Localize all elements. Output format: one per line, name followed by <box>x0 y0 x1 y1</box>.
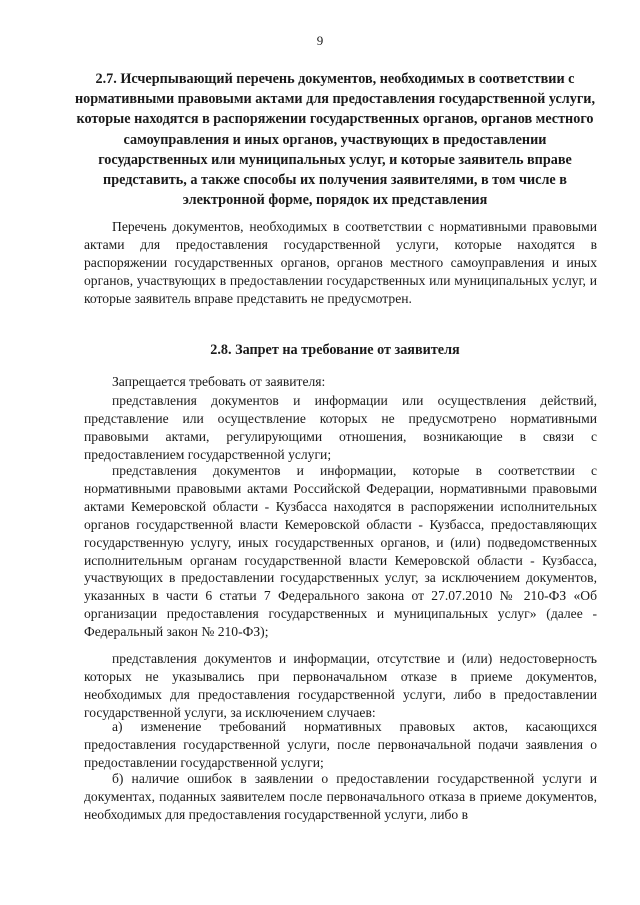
section-2-8-heading: 2.8. Запрет на требование от заявителя <box>210 342 460 358</box>
exception-case-a: а) изменение требований нормативных правовых актов, касающихся предоставления государственной услуги, после первоначальной подачи заявления о предоставлении государственной услуги; <box>84 719 597 770</box>
prohibition-item-2: представления документов и информации, которые в соответствии с нормативными правовыми актами Российской Федерации, нормативными правовыми актами Кемеровской области - Кузбасса находятся в распоряжении исполнительных органов государственной власти Кемеровской области - Кузбасса, предоставляющих государственную услугу, иных государственных органов, и (или) подведомственных исполнительным органам государственной власти Кемеровской области - Кузбасса, участвующих в предоставлении государственных услуг, за исключением документов, указанных в части 6 статьи 7 Федерального закона от 27.07.2010 № 210-ФЗ «Об организации предоставления государственных и муниципальных услуг» (далее - Федеральный закон № 210-ФЗ); <box>84 463 597 640</box>
section-2-7-paragraph: Перечень документов, необходимых в соответствии с нормативными правовыми актами для предоставления государственной услуги, которые находятся в распоряжении государственных органов, органов местного самоуправления и иных органов, участвующих в предоставлении государственных или муниципальных услуг, и которые заявитель вправе представить не предусмотрен. <box>84 219 597 306</box>
section-2-8-intro: Запрещается требовать от заявителя: <box>112 374 326 389</box>
exception-case-b: б) наличие ошибок в заявлении о предоставлении государственной услуги и документах, поданных заявителем после первоначального отказа в приеме документов, необходимых для предоставления государственной услуги, либо в <box>84 771 597 822</box>
section-2-7-heading: 2.7. Исчерпывающий перечень документов, необходимых в соответствии с нормативными правовыми актами для предоставления государственной услуги, которые находятся в распоряжении государственных органов, органов местного самоуправления и иных органов, участвующих в предоставлении государственных или муниципальных услуг, и которые заявитель вправе представить, а также способы их получения заявителями, в том числе в электронной форме, порядок их представления <box>74 71 595 209</box>
prohibition-item-3: представления документов и информации, отсутствие и (или) недостоверность которых не указывались при первоначальном отказе в приеме документов, необходимых для предоставления государственной услуги, либо в предоставлении государственной услуги, за исключением случаев: <box>84 651 597 720</box>
prohibition-item-1: представления документов и информации или осуществления действий, представление или осуществление которых не предусмотрено нормативными правовыми актами, регулирующими отношения, возникающие в связи с предоставлением государственной услуги; <box>84 393 597 462</box>
page-number: 9 <box>316 33 324 48</box>
